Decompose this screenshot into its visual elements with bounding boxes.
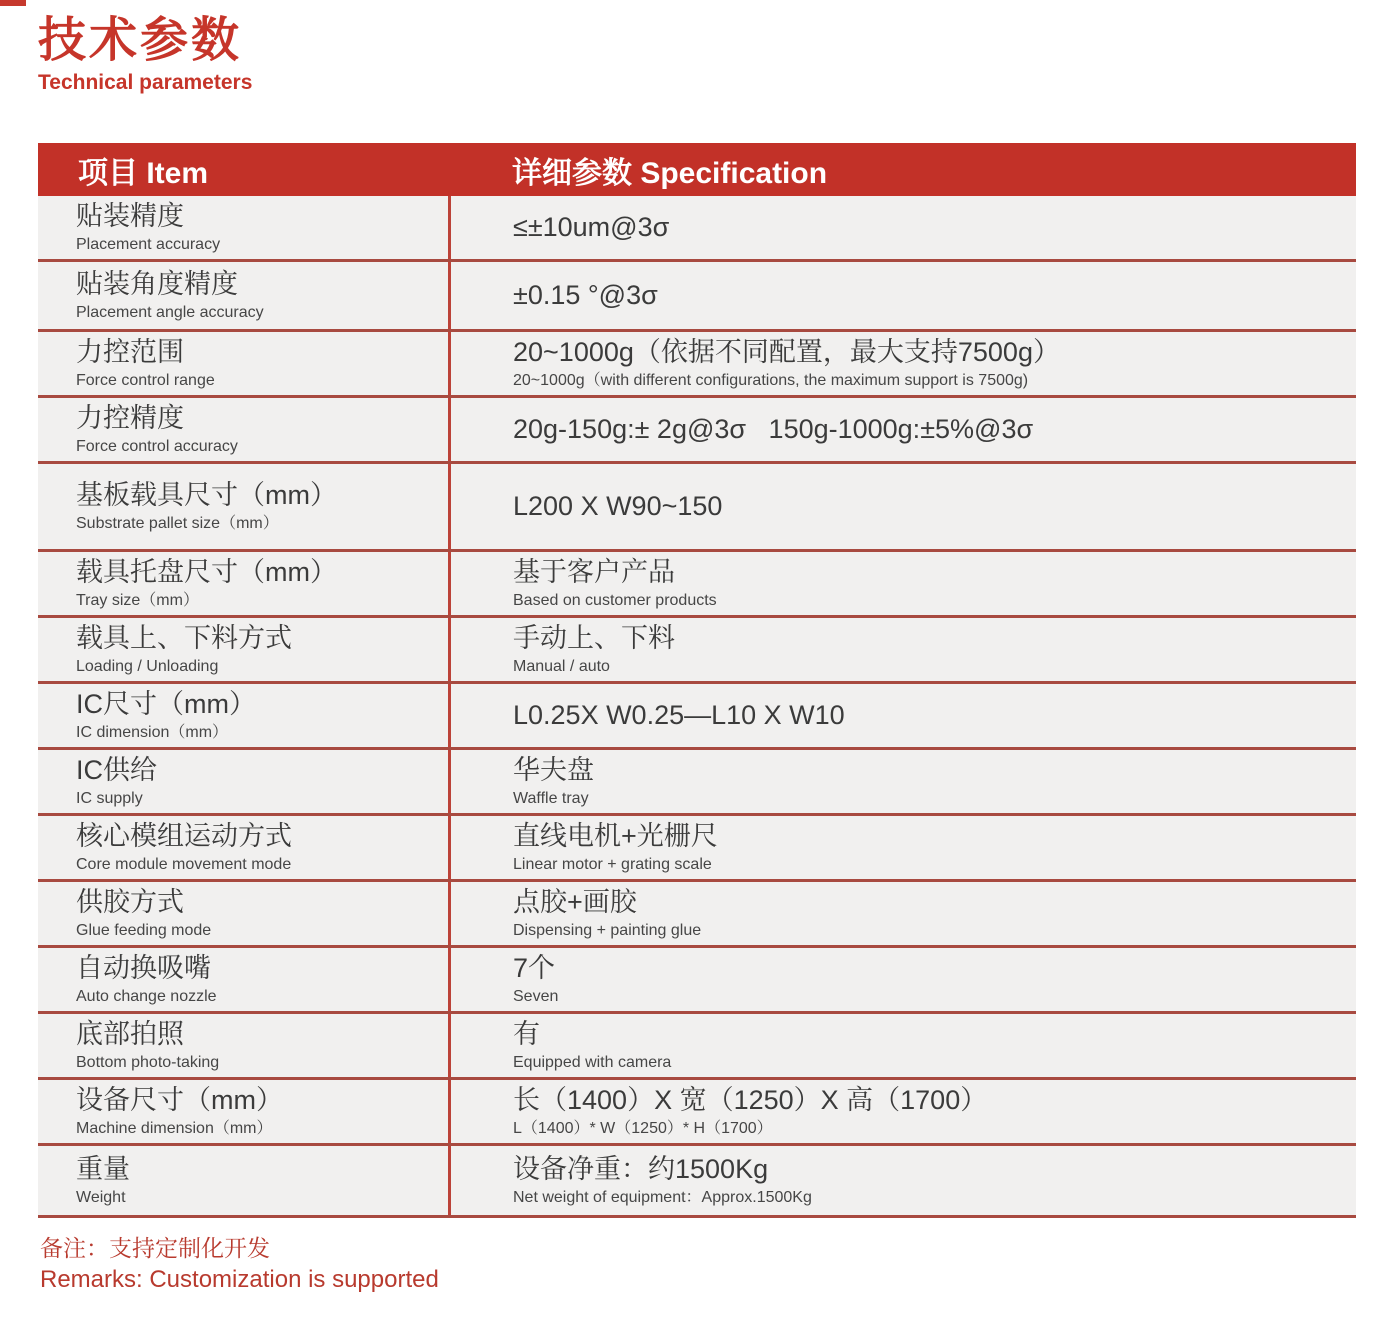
item-cell — [38, 1146, 448, 1215]
item-cell — [38, 882, 448, 945]
spec-cell — [448, 262, 1356, 329]
item-cell — [38, 1080, 448, 1143]
remarks-block — [40, 1234, 439, 1295]
table-row — [38, 882, 1356, 948]
item-cell — [38, 948, 448, 1011]
spec-cell — [448, 332, 1356, 395]
item-label-en: Placement accuracy — [76, 235, 221, 253]
spec-value-en: Waffle tray — [513, 789, 589, 807]
item-label-en: Placement angle accuracy — [76, 303, 264, 321]
spec-value-zh: 20~1000g（依据不同配置，最大支持7500g） — [513, 336, 1060, 367]
item-cell — [38, 1014, 448, 1077]
item-label-en: Glue feeding mode — [76, 921, 212, 939]
item-label-en: Bottom photo-taking — [76, 1053, 220, 1071]
table-row — [38, 1080, 1356, 1146]
item-label-en: Weight — [76, 1188, 126, 1206]
item-label-zh: 贴装精度 — [76, 200, 184, 231]
technical-parameters-table — [38, 143, 1356, 1218]
spec-value-en: Dispensing + painting glue — [513, 921, 702, 939]
spec-value-en: Manual / auto — [513, 657, 610, 675]
item-cell — [38, 262, 448, 329]
table-row — [38, 750, 1356, 816]
item-label-zh: IC供给 — [76, 754, 157, 785]
item-cell — [38, 196, 448, 259]
item-label-en: Core module movement mode — [76, 855, 292, 873]
item-label-zh: 力控精度 — [76, 402, 184, 433]
spec-value-zh: ±0.15 °@3σ — [513, 279, 658, 310]
item-label-zh: 贴装角度精度 — [76, 268, 238, 299]
spec-value-en: Based on customer products — [513, 591, 717, 609]
spec-value-en: 20~1000g（with different configurations, the maximum support is 7500g) — [513, 371, 1029, 389]
item-label-en: Loading / Unloading — [76, 657, 219, 675]
page-corner-crop-mark — [0, 0, 26, 6]
page-subtitle: Technical parameters — [38, 71, 253, 95]
item-label-zh: 核心模组运动方式 — [76, 820, 292, 851]
spec-cell — [448, 398, 1356, 461]
spec-value-en: Equipped with camera — [513, 1053, 672, 1071]
remark-zh: 备注：支持定制化开发 — [40, 1235, 270, 1261]
spec-value-en: Seven — [513, 987, 559, 1005]
page-title-block — [38, 16, 252, 95]
item-label-en: Auto change nozzle — [76, 987, 217, 1005]
table-row — [38, 816, 1356, 882]
table-row — [38, 618, 1356, 684]
spec-value-zh: 设备净重：约1500Kg — [513, 1153, 769, 1184]
spec-cell — [448, 1014, 1356, 1077]
spec-value-zh: L200 X W90~150 — [513, 490, 723, 521]
item-label-zh: 基板载具尺寸（mm） — [76, 479, 337, 510]
spec-value-zh: L0.25X W0.25—L10 X W10 — [513, 699, 845, 730]
spec-cell — [448, 464, 1356, 549]
item-cell — [38, 332, 448, 395]
item-label-zh: 力控范围 — [76, 336, 184, 367]
item-label-zh: 设备尺寸（mm） — [76, 1084, 283, 1115]
item-cell — [38, 618, 448, 681]
column-header-specification: 详细参数 Specification — [512, 156, 828, 190]
spec-value-zh: 7个 — [513, 952, 556, 983]
table-row — [38, 684, 1356, 750]
remark-en: Remarks: Customization is supported — [40, 1265, 439, 1293]
spec-cell — [448, 618, 1356, 681]
spec-cell — [448, 750, 1356, 813]
table-body — [38, 196, 1356, 1218]
item-cell — [38, 750, 448, 813]
spec-value-zh: 直线电机+光栅尺 — [513, 820, 718, 851]
item-cell — [38, 464, 448, 549]
spec-value-zh: 有 — [513, 1018, 540, 1049]
item-label-en: Substrate pallet size（mm） — [76, 514, 279, 532]
item-label-en: IC dimension（mm） — [76, 723, 229, 741]
item-label-zh: 供胶方式 — [76, 886, 184, 917]
spec-cell — [448, 196, 1356, 259]
table-row — [38, 1014, 1356, 1080]
spec-value-en: Net weight of equipment：Approx.1500Kg — [513, 1188, 812, 1206]
item-cell — [38, 816, 448, 879]
item-label-en: Force control accuracy — [76, 437, 238, 455]
spec-value-zh: 基于客户产品 — [513, 556, 675, 587]
spec-value-zh: 点胶+画胶 — [513, 886, 637, 917]
page-title: 技术参数 — [38, 14, 243, 67]
table-row — [38, 552, 1356, 618]
table-row — [38, 398, 1356, 464]
spec-value-zh: 长（1400）X 宽（1250）X 高（1700） — [513, 1084, 988, 1115]
spec-cell — [448, 882, 1356, 945]
table-row — [38, 948, 1356, 1014]
spec-cell — [448, 684, 1356, 747]
spec-cell — [448, 948, 1356, 1011]
spec-value-en: Linear motor + grating scale — [513, 855, 712, 873]
item-label-zh: 重量 — [76, 1153, 130, 1184]
table-header-row — [38, 143, 1356, 196]
item-cell — [38, 684, 448, 747]
table-row — [38, 464, 1356, 552]
item-label-en: Machine dimension（mm） — [76, 1119, 273, 1137]
spec-value-zh: 华夫盘 — [513, 754, 594, 785]
column-header-item: 项目 Item — [78, 156, 209, 190]
spec-cell — [448, 552, 1356, 615]
spec-cell — [448, 1080, 1356, 1143]
spec-value-zh: 手动上、下料 — [513, 622, 675, 653]
spec-value-en: L（1400）* W（1250）* H（1700） — [513, 1119, 773, 1137]
spec-value-zh: ≤±10um@3σ — [513, 211, 670, 242]
table-row — [38, 262, 1356, 332]
item-cell — [38, 398, 448, 461]
spec-cell — [448, 1146, 1356, 1215]
item-label-zh: 载具托盘尺寸（mm） — [76, 556, 337, 587]
item-cell — [38, 552, 448, 615]
table-row — [38, 196, 1356, 262]
item-label-en: Tray size（mm） — [76, 591, 199, 609]
item-label-zh: 载具上、下料方式 — [76, 622, 292, 653]
spec-cell — [448, 816, 1356, 879]
table-row — [38, 332, 1356, 398]
item-label-zh: IC尺寸（mm） — [76, 688, 256, 719]
item-label-zh: 自动换吸嘴 — [76, 952, 211, 983]
spec-value-zh: 20g-150g:± 2g@3σ 150g-1000g:±5%@3σ — [513, 413, 1034, 444]
item-label-zh: 底部拍照 — [76, 1018, 184, 1049]
item-label-en: Force control range — [76, 371, 215, 389]
item-label-en: IC supply — [76, 789, 143, 807]
table-row — [38, 1146, 1356, 1218]
